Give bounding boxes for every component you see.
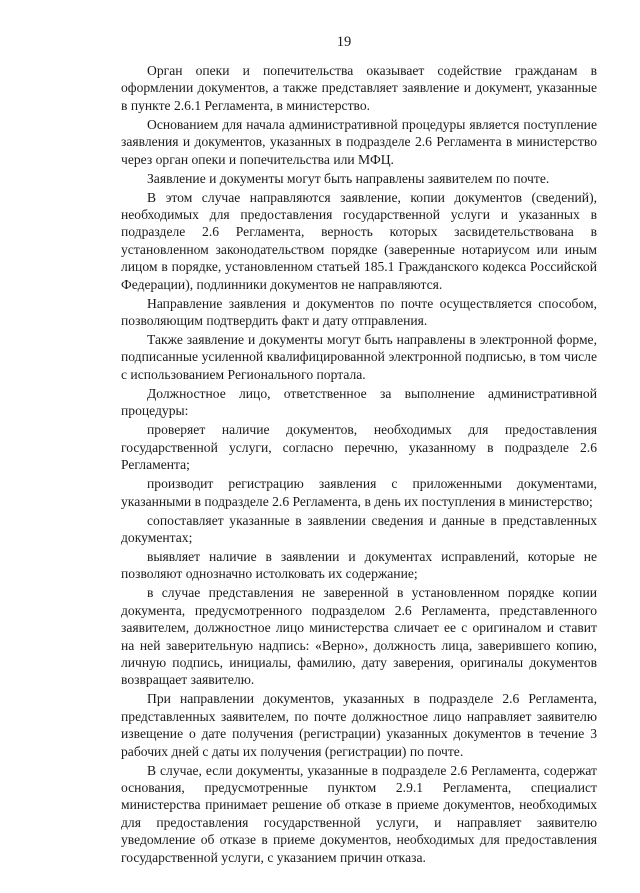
paragraph: Основанием для начала административной процедуры является поступление заявления и документов, указанных в подразделе 2.6 Регламента в министерство через орган опеки и попечительства или МФЦ. — [121, 116, 597, 167]
paragraph: в случае представления не заверенной в установленном порядке копии документа, предусмотренного подразделом 2.6 Регламента, представленного заявителем, должностное лицо министерства сличает ее с оригиналом и ставит на ней заверительную надпись: «Верно», должность лица, заверившего копию, личную подпись, инициалы, фамилию, дату заверения, оригиналы документов возвращает заявителю. — [121, 585, 597, 688]
paragraph: Также заявление и документы могут быть направлены в электронной форме, подписанные усиленной квалифицированной электронной подписью, в том числе с использованием Регионального портала. — [121, 332, 597, 382]
paragraph: проверяет наличие документов, необходимых для предоставления государственной услуги, согласно перечню, указанному в подразделе 2.6 Регламента; — [121, 422, 597, 473]
page-number: 19 — [336, 34, 352, 50]
paragraph: В этом случае направляются заявление, копии документов (сведений), необходимых для предоставления государственной услуги и указанных в подразделе 2.6 Регламента, верность которых засвидетельствована в установленном законодательством порядке (заверенные нотариусом или иным лицом в порядке, установленном статьей 185.1 Гражданского кодекса Российской Федерации), подлинники документов не направляются. — [121, 189, 597, 292]
paragraph: Орган опеки и попечительства оказывает содействие гражданам в оформлении документов, а также представляет заявление и документ, указанные в пункте 2.6.1 Регламента, в министерство. — [121, 63, 597, 113]
paragraph: производит регистрацию заявления с приложенными документами, указанными в подразделе 2.6 Регламента, в день их поступления в министерство; — [121, 476, 597, 509]
paragraph: Должностное лицо, ответственное за выполнение административной процедуры: — [121, 385, 597, 419]
document-body — [121, 62, 597, 866]
paragraph: При направлении документов, указанных в подразделе 2.6 Регламента, представленных заявителем, по почте должностное лицо направляет заявителю извещение о дате получения (регистрации) указанных документов в течение 3 рабочих дней с даты их получения (регистрации) по почте. — [121, 691, 597, 759]
paragraph: Направление заявления и документов по почте осуществляется способом, позволяющим подтвердить факт и дату отправления. — [121, 295, 597, 329]
paragraph: сопоставляет указанные в заявлении сведения и данные в представленных документах; — [121, 512, 597, 545]
paragraph: выявляет наличие в заявлении и документах исправлений, которые не позволяют однозначно истолковать их содержание; — [121, 548, 597, 582]
paragraph: В случае, если документы, указанные в подразделе 2.6 Регламента, содержат основания, предусмотренные пунктом 2.9.1 Регламента, специалист министерства принимает решение об отказе в приеме документов, необходимых для предоставления государственной услуги, и направляет заявителю уведомление об отказе в приеме документов, необходимых для предоставления государственной услуги, с указанием причин отказа. — [121, 762, 597, 865]
paragraph: Заявление и документы могут быть направлены заявителем по почте. — [147, 170, 550, 186]
